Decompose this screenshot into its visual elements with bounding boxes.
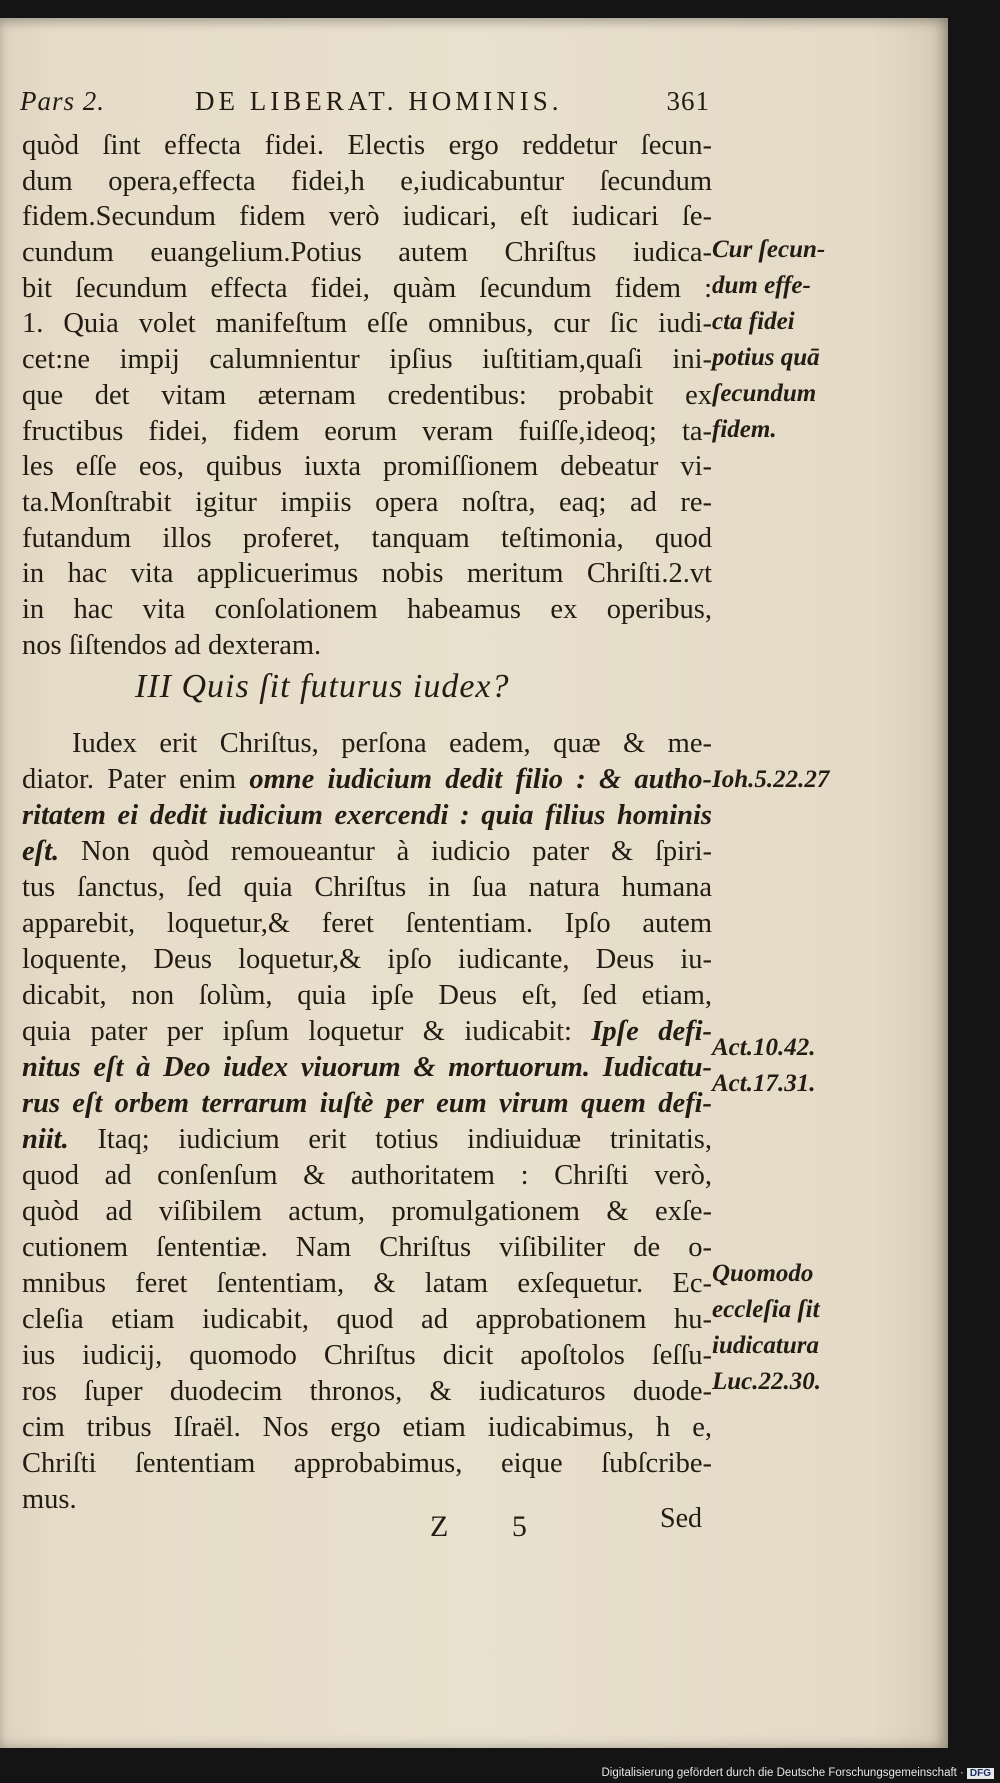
text-segment: ius iudicij, quomodo Chriſtus dicit apoſtolos ſeſſu- bbox=[22, 1340, 712, 1371]
text-line bbox=[22, 1194, 712, 1230]
margin-note bbox=[712, 762, 829, 798]
text-line bbox=[22, 978, 712, 1014]
margin-note-line: ſecundum bbox=[712, 380, 817, 407]
quoted-scripture: nitus eſt à Deo iudex viuorum & mortuorum. Iudicatu- bbox=[22, 1052, 712, 1083]
text-line bbox=[22, 306, 712, 342]
quoted-scripture: ritatem ei dedit iudicium exercendi : quia filius hominis bbox=[22, 800, 712, 831]
text-segment: nos ſiſtendos ad dexteram. bbox=[22, 629, 322, 661]
quoted-scripture: omne iudicium dedit filio : & autho- bbox=[249, 764, 712, 795]
text-line bbox=[22, 942, 712, 978]
margin-note-line: Luc.22.30. bbox=[712, 1368, 822, 1395]
text-line bbox=[22, 1014, 712, 1050]
margin-note-line: iudicatura bbox=[712, 1332, 819, 1359]
margin-note-line: eccleſia ſit bbox=[712, 1296, 820, 1323]
text-line bbox=[22, 1410, 712, 1446]
text-line bbox=[22, 199, 712, 235]
margin-note-line: Act.17.31. bbox=[712, 1070, 816, 1097]
text-line bbox=[22, 1482, 712, 1518]
digitization-credit bbox=[601, 1767, 994, 1779]
text-line bbox=[22, 485, 712, 521]
text-section-1 bbox=[22, 128, 712, 663]
text-segment: Non quòd remoueantur à iudicio pater & ſpiri- bbox=[59, 836, 712, 867]
text-segment: bit ſecundum effecta fidei, quàm ſecundum fidem : bbox=[22, 272, 712, 304]
text-line bbox=[22, 342, 712, 378]
text-line bbox=[22, 870, 712, 906]
text-segment: que det vitam æternam credentibus: probabit ex bbox=[22, 379, 712, 411]
quoted-scripture: eſt. bbox=[22, 836, 60, 867]
text-segment: in hac vita applicuerimus nobis meritum Chriſti.2.vt bbox=[22, 558, 712, 590]
text-line bbox=[22, 1446, 712, 1482]
text-line bbox=[22, 762, 712, 798]
text-segment: Iudex erit Chriſtus, perſona eadem, quæ & me- bbox=[72, 728, 712, 759]
text-line bbox=[22, 1158, 712, 1194]
text-line bbox=[22, 271, 712, 307]
text-line bbox=[22, 414, 712, 450]
text-segment: quia pater per ipſum loquetur & iudicabit: bbox=[22, 1016, 592, 1047]
signature-mark: Z 5 bbox=[430, 1510, 555, 1543]
margin-note bbox=[712, 232, 825, 448]
header-title: DE LIBERAT. HOMINIS. bbox=[195, 86, 563, 116]
text-line bbox=[22, 628, 712, 664]
text-segment: ros ſuper duodecim thronos, & iudicaturos duode- bbox=[22, 1376, 712, 1407]
text-line bbox=[22, 1302, 712, 1338]
text-segment: quòd ſint effecta fidei. Electis ergo reddetur ſecun- bbox=[22, 130, 712, 161]
text-segment: cundum euangelium.Potius autem Chriſtus iudica- bbox=[22, 237, 712, 269]
text-line bbox=[22, 378, 712, 414]
quoted-scripture: Ipſe defi- bbox=[591, 1016, 712, 1047]
text-segment: apparebit, loquetur,& feret ſententiam. Ipſo autem bbox=[22, 908, 712, 939]
text-line bbox=[22, 834, 712, 870]
margin-note-line: Cur ſecun- bbox=[712, 236, 826, 263]
text-line bbox=[22, 1050, 712, 1086]
text-line bbox=[22, 1338, 712, 1374]
text-segment: ta.Monſtrabit igitur impiis opera noſtra, eaq; ad re- bbox=[22, 486, 712, 518]
text-line bbox=[22, 164, 712, 200]
header-part: Pars 2. bbox=[20, 86, 106, 116]
text-segment: 1. Quia volet manifeſtum eſſe omnibus, cur ſic iudi- bbox=[22, 308, 712, 340]
text-segment: tus ſanctus, ſed quia Chriſtus in ſua natura humana bbox=[22, 872, 712, 903]
margin-note-line: Quomodo bbox=[712, 1260, 814, 1287]
text-line bbox=[22, 592, 712, 628]
text-section-2 bbox=[22, 726, 712, 1518]
text-segment: fidem.Secundum fidem verò iudicari, eſt iudicari ſe- bbox=[22, 201, 712, 233]
text-segment: loquente, Deus loquetur,& ipſo iudicante, Deus iu- bbox=[22, 944, 712, 975]
text-segment: cim tribus Iſraël. Nos ergo etiam iudicabimus, h e, bbox=[22, 1412, 712, 1443]
text-segment: diator. Pater enim bbox=[22, 764, 250, 795]
digitization-note: Digitalisierung gefördert durch die Deutsche Forschungsgemeinschaft · bbox=[601, 1767, 964, 1779]
dfg-logo: DFG bbox=[967, 1768, 994, 1779]
text-line bbox=[22, 726, 712, 762]
section-heading: III Quis ſit futurus iudex? bbox=[135, 668, 510, 705]
text-segment: dum opera,effecta fidei,h e,iudicabuntur ſecundum bbox=[22, 165, 712, 197]
text-segment: cet:ne impij calumnientur ipſius iuſtitiam,quaſi ini- bbox=[22, 344, 712, 376]
text-segment: futandum illos proferet, tanquam teſtimonia, quod bbox=[22, 522, 712, 554]
margin-note-line: fidem. bbox=[712, 416, 777, 443]
text-segment: quòd ad viſibilem actum, promulgationem & exſe- bbox=[22, 1196, 712, 1227]
text-line bbox=[22, 1266, 712, 1302]
text-line bbox=[22, 556, 712, 592]
margin-note-line: Ioh.5.22.27 bbox=[712, 766, 830, 793]
text-line bbox=[22, 798, 712, 834]
text-line bbox=[22, 1122, 712, 1158]
text-segment: dicabit, non ſolùm, quia ipſe Deus eſt, ſed etiam, bbox=[22, 980, 712, 1011]
margin-note-line: potius quā bbox=[712, 344, 820, 371]
text-line bbox=[22, 235, 712, 271]
text-segment: mnibus feret ſententiam, & latam exſequetur. Ec- bbox=[22, 1268, 712, 1299]
margin-note-line: dum effe- bbox=[712, 272, 811, 299]
text-line bbox=[22, 1374, 712, 1410]
text-line bbox=[22, 1230, 712, 1266]
margin-note-line: cta fidei bbox=[712, 308, 795, 335]
running-header bbox=[20, 86, 710, 126]
text-segment: fructibus fidei, fidem eorum veram fuiſſe,ideoq; ta- bbox=[22, 415, 712, 447]
text-line bbox=[22, 521, 712, 557]
text-line bbox=[22, 128, 712, 164]
text-segment: cleſia etiam iudicabit, quod ad approbationem hu- bbox=[22, 1304, 712, 1335]
catchword: Sed bbox=[660, 1503, 702, 1534]
text-segment: quod ad conſenſum & authoritatem : Chriſti verò, bbox=[22, 1160, 712, 1191]
text-segment: Chriſti ſententiam approbabimus, eique ſubſcribe- bbox=[22, 1448, 712, 1479]
text-segment: mus. bbox=[22, 1484, 77, 1515]
text-line bbox=[22, 1086, 712, 1122]
margin-note bbox=[712, 1256, 821, 1400]
quoted-scripture: rus eſt orbem terrarum iuſtè per eum virum quem defi- bbox=[22, 1088, 712, 1119]
text-line bbox=[22, 449, 712, 485]
text-line bbox=[22, 906, 712, 942]
text-segment: in hac vita conſolationem habeamus ex operibus, bbox=[22, 593, 712, 625]
text-segment: les eſſe eos, quibus iuxta promiſſionem debeatur vi- bbox=[22, 451, 712, 483]
margin-note-line: Act.10.42. bbox=[712, 1034, 816, 1061]
margin-note bbox=[712, 1030, 815, 1102]
page-number: 361 bbox=[666, 86, 710, 116]
text-segment: cutionem ſententiæ. Nam Chriſtus viſibiliter de o- bbox=[22, 1232, 712, 1263]
quoted-scripture: niit. bbox=[22, 1124, 69, 1155]
text-segment: Itaq; iudicium erit totius indiuiduæ trinitatis, bbox=[68, 1124, 712, 1155]
